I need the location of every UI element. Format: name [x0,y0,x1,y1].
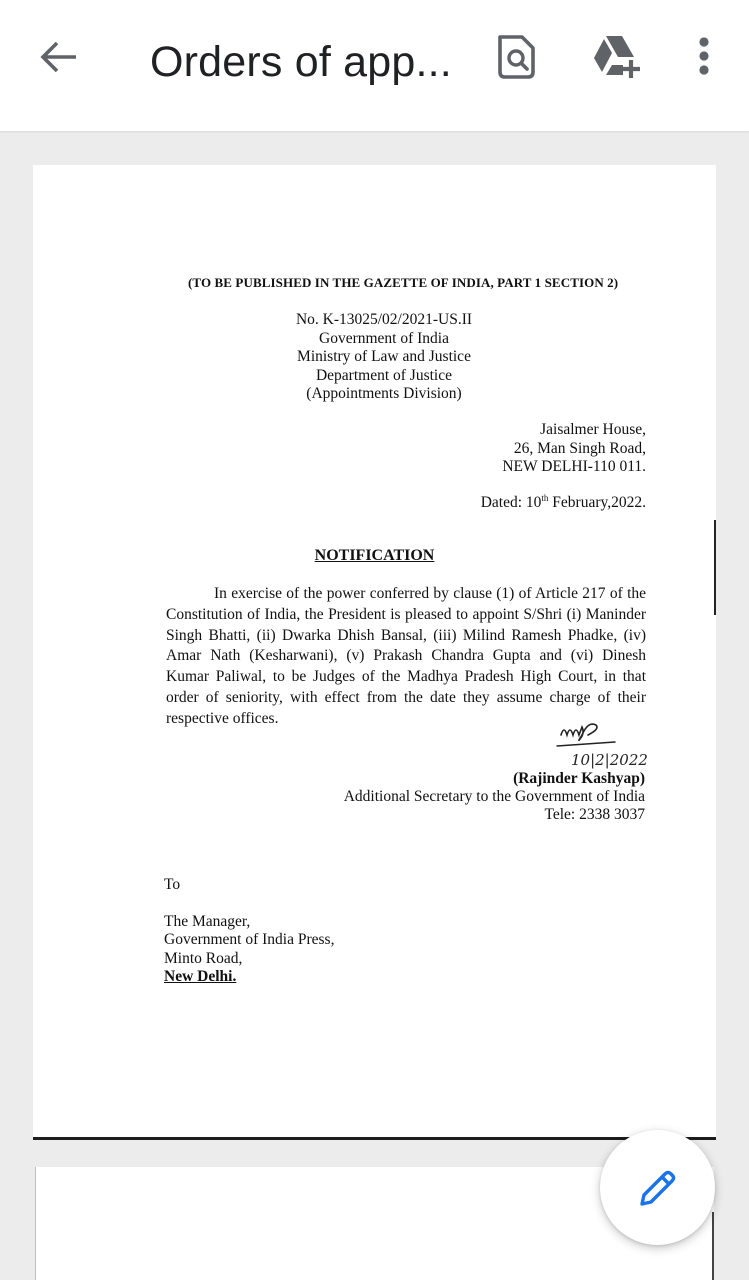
handwritten-signature [553,713,653,773]
arrow-back-icon [36,34,82,80]
division-line: (Appointments Division) [306,385,462,402]
signatory-telephone: Tele: 2338 3037 [544,806,645,823]
more-vert-icon [690,34,718,80]
signature-date: 10|2|2022 [571,751,648,769]
address-line: Jaisalmer House, [540,421,646,438]
edit-pencil-icon [636,1166,680,1210]
recipient-line: Minto Road, [164,949,243,967]
sender-address [426,421,646,477]
department-line: Department of Justice [315,366,452,384]
back-button[interactable] [36,34,82,80]
signatory-name: (Rajinder Kashyap) [513,770,645,787]
document-viewer[interactable] [0,133,749,1280]
recipient-line: Government of India Press, [164,931,335,949]
file-number: No. K-13025/02/2021-US.II [295,311,473,328]
notification-body [166,584,646,730]
top-app-bar [0,0,749,132]
date-suffix-sup: th [541,493,549,503]
recipient-address [164,913,334,986]
document-title: Orders of app... [150,38,452,86]
add-to-drive-icon [590,30,642,82]
find-in-page-icon [494,32,540,82]
signatory-designation: Additional Secretary to the Government of India [343,788,645,805]
ministry-line: Ministry of Law and Justice [297,348,471,365]
government-line: Government of India [319,329,449,347]
document-page-1 [33,165,716,1140]
edit-button[interactable] [600,1130,715,1245]
add-to-drive-button[interactable] [590,30,642,82]
date-line [481,493,646,512]
date-month-year: February,2022. [548,494,646,512]
office-header [183,311,585,404]
scan-edge-line [712,1212,714,1280]
gazette-notice: (TO BE PUBLISHED IN THE GAZETTE OF INDIA, PART 1 SECTION 2) [188,275,619,290]
recipient-city: New Delhi. [164,967,237,985]
date-prefix: Dated: 10 [480,494,542,512]
body-paragraph: In exercise of the power conferred by clause (1) of Article 217 of the Constitution of India, the President is pleased to appoint S/Shri (i) Maninder Singh Bhatti, (ii) Dwarka Dhish Bansal, (iii) Milind Ramesh Phadke, (iv) Amar Nath (Kesharwani), (v) Prakash Chandra Gupta and (vi) Dinesh Kumar Paliwal, to be Judges of the Madhya Pradesh High Court, in that order of seniority, with effect from the date they assume charge of their respective offices. [166,585,646,727]
find-in-page-button[interactable] [494,32,540,82]
address-line: 26, Man Singh Road, [513,439,646,457]
to-label: To [164,876,181,893]
notification-heading: NOTIFICATION [314,547,435,564]
scan-edge-line [714,520,716,615]
more-options-button[interactable] [690,34,718,80]
address-line: NEW DELHI-110 011. [502,458,646,475]
recipient-line: The Manager, [164,913,251,930]
